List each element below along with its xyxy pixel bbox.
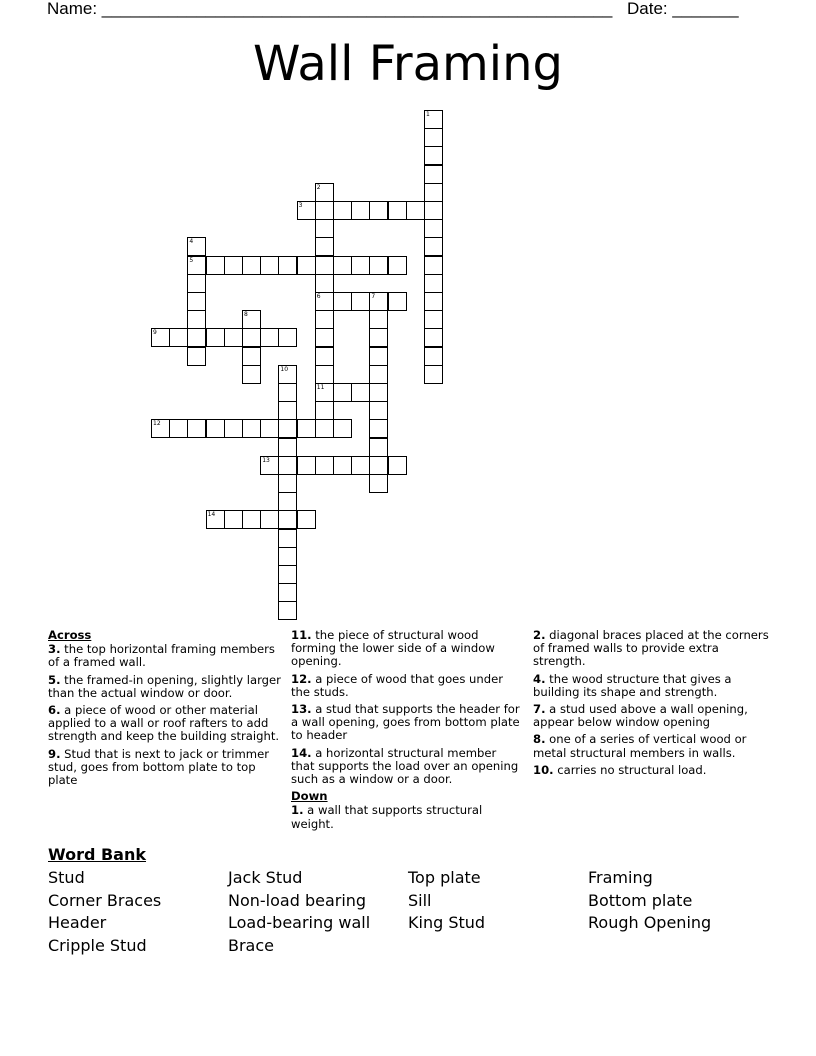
crossword-cell[interactable] <box>278 601 297 620</box>
clue-number: 1 <box>426 111 430 118</box>
crossword-cell[interactable] <box>260 419 279 438</box>
word-bank-column <box>228 867 370 958</box>
crossword-cell[interactable] <box>242 347 261 366</box>
crossword-cell[interactable] <box>315 456 334 475</box>
crossword-cell[interactable] <box>297 201 316 220</box>
crossword-cell[interactable] <box>424 310 443 329</box>
clue-item-number: 4. <box>533 671 546 686</box>
crossword-cell[interactable] <box>424 237 443 256</box>
crossword-cell[interactable] <box>278 365 297 384</box>
crossword-cell[interactable] <box>242 365 261 384</box>
crossword-cell[interactable] <box>278 456 297 475</box>
crossword-cell[interactable] <box>424 274 443 293</box>
crossword-cell[interactable] <box>278 328 297 347</box>
crossword-cell[interactable] <box>333 456 352 475</box>
clue-item-number: 11. <box>291 628 312 642</box>
crossword-cell[interactable] <box>315 347 334 366</box>
crossword-cell[interactable] <box>333 292 352 311</box>
word-bank-item: Brace <box>228 936 274 956</box>
crossword-cell[interactable] <box>351 256 370 275</box>
crossword-cell[interactable] <box>424 128 443 147</box>
clue-number: 13 <box>262 456 270 464</box>
clue-item-text: carries no structural load. <box>553 762 707 777</box>
clue-item-text: a wall that supports structural weight. <box>291 803 483 831</box>
clue-item-number: 5. <box>48 672 61 687</box>
crossword-cell[interactable] <box>187 292 206 311</box>
word-bank-item: Rough Opening <box>588 913 712 933</box>
crossword-cell[interactable] <box>224 510 243 529</box>
crossword-cell[interactable] <box>206 256 225 275</box>
clue-number: 14 <box>207 511 216 519</box>
clue-section-heading: Down <box>291 789 328 804</box>
clue-column-1 <box>48 629 284 791</box>
clue-item-number: 9. <box>48 746 61 761</box>
word-bank-item: Load-bearing wall <box>228 913 371 933</box>
crossword-cell[interactable] <box>278 438 297 457</box>
clue-item-text: a piece of wood or other material applied to a wall or roof rafters to add strength and keep the building straight. <box>48 703 280 744</box>
crossword-cell[interactable] <box>388 256 407 275</box>
clue-item <box>291 673 523 699</box>
clue-section-heading: Across <box>48 628 92 642</box>
date-field-label: Date: _______ <box>627 0 739 18</box>
crossword-cell[interactable] <box>369 310 388 329</box>
clue-item <box>533 703 773 729</box>
clue-item <box>291 629 523 669</box>
crossword-cell[interactable] <box>278 256 297 275</box>
clue-number: 5 <box>189 256 194 264</box>
crossword-cell[interactable] <box>242 256 261 275</box>
crossword-cell[interactable] <box>242 328 261 347</box>
crossword-cell[interactable] <box>297 456 316 475</box>
crossword-cell[interactable] <box>242 419 261 438</box>
clue-item-text: a piece of wood that goes under the studs. <box>291 671 503 699</box>
crossword-cell[interactable] <box>315 401 334 420</box>
crossword-cell[interactable] <box>187 328 206 347</box>
crossword-cell[interactable] <box>278 401 297 420</box>
crossword-cell[interactable] <box>260 328 279 347</box>
word-bank-item: Non-load bearing <box>228 890 367 910</box>
clue-number: 6 <box>316 293 321 300</box>
word-bank-title: Word Bank <box>48 845 147 864</box>
clue-item <box>291 703 523 743</box>
clue-item-text: a stud used above a wall opening, appear below window opening <box>533 702 748 730</box>
clue-number: 3 <box>298 202 303 209</box>
crossword-cell[interactable] <box>278 474 297 493</box>
clue-item-number: 13. <box>291 702 312 717</box>
crossword-cell[interactable] <box>333 201 352 220</box>
crossword-cell[interactable] <box>333 256 352 275</box>
crossword-cell[interactable] <box>369 401 388 420</box>
crossword-cell[interactable] <box>315 419 334 438</box>
clue-item-number: 7. <box>533 702 546 717</box>
crossword-cell[interactable] <box>424 347 443 366</box>
crossword-cell[interactable] <box>278 419 297 438</box>
crossword-cell[interactable] <box>297 510 316 529</box>
word-bank-item: Top plate <box>408 868 481 887</box>
crossword-cell[interactable] <box>151 328 170 347</box>
crossword-cell[interactable] <box>278 565 297 584</box>
clue-item <box>533 629 773 669</box>
clue-item-text: the framed-in opening, slightly larger than the actual window or door. <box>48 672 281 700</box>
clue-number: 12 <box>153 420 161 428</box>
clue-item <box>48 643 284 669</box>
crossword-cell[interactable] <box>424 256 443 275</box>
clue-number: 2 <box>316 183 321 191</box>
crossword-cell[interactable] <box>369 419 388 438</box>
crossword-cell[interactable] <box>369 474 388 493</box>
clue-item-text: one of a series of vertical wood or metal structural members in walls. <box>533 732 747 760</box>
crossword-cell[interactable] <box>333 419 352 438</box>
crossword-cell[interactable] <box>224 256 243 275</box>
crossword-cell[interactable] <box>388 456 407 475</box>
crossword-cell[interactable] <box>278 510 297 529</box>
crossword-cell[interactable] <box>351 383 370 402</box>
crossword-cell[interactable] <box>315 292 334 311</box>
word-bank-column <box>48 867 161 958</box>
crossword-cell[interactable] <box>406 201 425 220</box>
crossword-cell[interactable] <box>424 146 443 165</box>
clue-item <box>291 747 523 787</box>
crossword-cell[interactable] <box>187 274 206 293</box>
crossword-cell[interactable] <box>315 310 334 329</box>
clue-item-text: diagonal braces placed at the corners of framed walls to provide extra strength. <box>533 628 769 669</box>
crossword-cell[interactable] <box>206 328 225 347</box>
clue-number: 4 <box>189 238 194 246</box>
crossword-cell[interactable] <box>424 292 443 311</box>
crossword-cell[interactable] <box>260 510 279 529</box>
crossword-cell[interactable] <box>278 383 297 402</box>
clue-item <box>533 764 773 777</box>
clue-number: 7 <box>371 293 376 300</box>
crossword-cell[interactable] <box>424 328 443 347</box>
crossword-cell[interactable] <box>424 110 443 129</box>
crossword-cell[interactable] <box>206 419 225 438</box>
crossword-cell[interactable] <box>424 219 443 238</box>
clue-item-text: Stud that is next to jack or trimmer stud, goes from bottom plate to top plate <box>48 746 270 788</box>
clue-number: 9 <box>153 329 157 337</box>
word-bank-item: King Stud <box>408 913 486 933</box>
crossword-cell[interactable] <box>388 292 407 311</box>
crossword-cell[interactable] <box>315 328 334 347</box>
clue-item <box>48 674 284 700</box>
clue-item-number: 1. <box>291 803 304 818</box>
clue-item-number: 6. <box>48 703 61 718</box>
clue-item-number: 14. <box>291 745 312 760</box>
clue-item-number: 3. <box>48 642 61 657</box>
crossword-cell[interactable] <box>424 365 443 384</box>
crossword-cell[interactable] <box>260 256 279 275</box>
clue-number: 11 <box>316 384 325 391</box>
crossword-cell[interactable] <box>315 256 334 275</box>
crossword-cell[interactable] <box>388 201 407 220</box>
clue-number: 10 <box>280 365 289 373</box>
clue-number: 8 <box>244 311 248 319</box>
crossword-cell[interactable] <box>424 165 443 184</box>
clue-item-number: 12. <box>291 671 312 686</box>
crossword-cell[interactable] <box>369 438 388 457</box>
crossword-cell[interactable] <box>297 419 316 438</box>
crossword-cell[interactable] <box>278 547 297 566</box>
crossword-cell[interactable] <box>224 419 243 438</box>
crossword-cell[interactable] <box>369 292 388 311</box>
crossword-cell[interactable] <box>187 419 206 438</box>
clue-item-text: the top horizontal framing members of a framed wall. <box>48 642 275 670</box>
clue-item-number: 10. <box>533 762 554 777</box>
word-bank-item: Cripple Stud <box>48 936 147 956</box>
word-bank-item: Corner Braces <box>48 890 162 910</box>
crossword-cell[interactable] <box>424 183 443 202</box>
clue-item <box>48 748 284 788</box>
crossword-cell[interactable] <box>169 419 188 438</box>
crossword-cell[interactable] <box>424 201 443 220</box>
crossword-cell[interactable] <box>369 256 388 275</box>
clue-item-text: the wood structure that gives a building its shape and strength. <box>533 671 732 699</box>
name-field-label: Name: ______________________________________________________ <box>47 0 613 18</box>
word-bank-item: Bottom plate <box>588 890 693 910</box>
crossword-cell[interactable] <box>315 365 334 384</box>
word-bank-item: Header <box>48 913 107 933</box>
crossword-cell[interactable] <box>315 183 334 202</box>
page-title: Wall Framing <box>253 36 563 92</box>
word-bank-item: Stud <box>48 868 85 887</box>
clue-item-text: a stud that supports the header for a wall opening, goes from bottom plate to header <box>291 702 520 743</box>
crossword-cell[interactable] <box>224 328 243 347</box>
crossword-cell[interactable] <box>278 583 297 602</box>
crossword-cell[interactable] <box>169 328 188 347</box>
word-bank-item: Framing <box>588 868 653 887</box>
crossword-cell[interactable] <box>333 383 352 402</box>
clue-item-text: the piece of structural wood forming the lower side of a window opening. <box>291 628 495 669</box>
crossword-cell[interactable] <box>351 292 370 311</box>
crossword-cell[interactable] <box>151 419 170 438</box>
crossword-cell[interactable] <box>369 347 388 366</box>
clue-item-text: a horizontal structural member that supports the load over an opening such as a window or a door. <box>291 745 519 787</box>
word-bank-column <box>588 867 711 935</box>
crossword-cell[interactable] <box>315 219 334 238</box>
crossword-cell[interactable] <box>297 256 316 275</box>
crossword-cell[interactable] <box>315 201 334 220</box>
word-bank-item: Jack Stud <box>228 868 303 887</box>
crossword-cell[interactable] <box>260 456 279 475</box>
clue-item-number: 8. <box>533 732 546 747</box>
clue-item <box>291 804 523 830</box>
clue-item <box>48 704 284 744</box>
crossword-cell[interactable] <box>242 510 261 529</box>
crossword-cell[interactable] <box>369 456 388 475</box>
crossword-cell[interactable] <box>369 365 388 384</box>
crossword-cell[interactable] <box>315 383 334 402</box>
crossword-cell[interactable] <box>369 328 388 347</box>
crossword-cell[interactable] <box>187 256 206 275</box>
crossword-cell[interactable] <box>369 383 388 402</box>
clue-item <box>533 673 773 699</box>
crossword-cell[interactable] <box>278 492 297 511</box>
crossword-cell[interactable] <box>242 310 261 329</box>
word-bank-item: Sill <box>408 890 432 910</box>
crossword-cell[interactable] <box>278 529 297 548</box>
crossword-cell[interactable] <box>187 347 206 366</box>
crossword-cell[interactable] <box>187 237 206 256</box>
crossword-cell[interactable] <box>315 274 334 293</box>
crossword-cell[interactable] <box>351 456 370 475</box>
crossword-cell[interactable] <box>315 237 334 256</box>
crossword-cell[interactable] <box>351 201 370 220</box>
clue-item-number: 2. <box>533 628 546 642</box>
clue-item <box>533 733 773 759</box>
crossword-cell[interactable] <box>187 310 206 329</box>
word-bank-column <box>408 867 485 935</box>
clue-column-3 <box>533 629 773 781</box>
clue-column-2 <box>291 629 523 835</box>
crossword-cell[interactable] <box>369 201 388 220</box>
crossword-cell[interactable] <box>206 510 225 529</box>
